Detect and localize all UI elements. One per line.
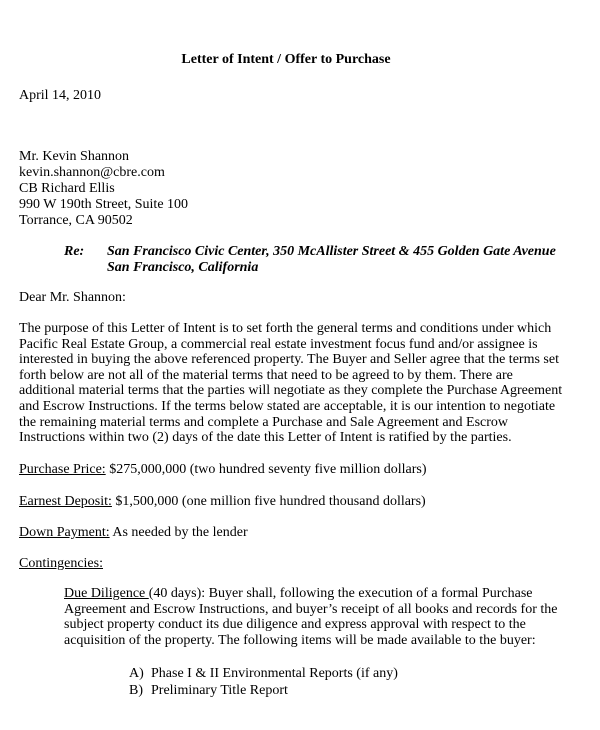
re-subject xyxy=(107,244,577,276)
recipient-street: 990 W 190th Street, Suite 100 xyxy=(19,197,189,212)
down-payment-term xyxy=(19,525,248,541)
intro-line: The purpose of this Letter of Intent is to set forth the general terms and conditions under which xyxy=(19,321,552,336)
intro-line: and Escrow Instructions. If the terms below stated are acceptable, it is our intention to negotiate xyxy=(19,398,556,414)
list-item xyxy=(129,683,288,698)
recipient-address-block xyxy=(19,149,188,229)
document-title: Letter of Intent / Offer to Purchase xyxy=(181,52,391,67)
due-diligence-line: Agreement and Escrow Instructions, and buyer’s receipt of all books and records for the xyxy=(64,601,558,617)
due-diligence-first-line xyxy=(64,586,564,602)
intro-line: interested in buying the above referenced property. The Buyer and Seller agree that the terms set xyxy=(19,352,559,368)
intro-line: Instructions within two (2) days of the date this Letter of Intent is ratified by the parties. xyxy=(19,430,512,446)
re-label: Re: xyxy=(64,244,85,259)
due-diligence-label: Due Diligence xyxy=(64,586,149,601)
letter-date: April 14, 2010 xyxy=(19,88,102,103)
earnest-deposit-value: $1,500,000 (one million five hundred thousand dollars) xyxy=(111,494,426,509)
re-line-2: San Francisco, California xyxy=(107,260,259,275)
down-payment-label: Down Payment: xyxy=(19,525,110,540)
recipient-name: Mr. Kevin Shannon xyxy=(19,149,130,164)
recipient-city: Torrance, CA 90502 xyxy=(19,213,133,228)
down-payment-value: As needed by the lender xyxy=(109,525,248,540)
list-item-text: Preliminary Title Report xyxy=(151,683,288,698)
intro-paragraph xyxy=(19,321,563,446)
intro-line: the remaining material terms and complete a Purchase and Sale Agreement and Escrow xyxy=(19,414,509,430)
due-diligence-line: subject property conduct its due diligence and express approval with respect to the xyxy=(64,617,526,633)
due-diligence-first-line-text: (40 days): Buyer shall, following the execution of a formal Purchase xyxy=(148,586,533,601)
intro-line: Pacific Real Estate Group, a commercial real estate investment focus fund and/or assignee is xyxy=(19,336,538,352)
recipient-email: kevin.shannon@cbre.com xyxy=(19,165,165,180)
due-diligence-paragraph xyxy=(64,586,564,648)
earnest-deposit-term xyxy=(19,494,426,510)
intro-line: additional material terms that the parties will negotiate as they complete the Purchase Agreement xyxy=(19,383,563,399)
purchase-price-label: Purchase Price: xyxy=(19,462,106,477)
due-diligence-line: acquisition of the property. The following items will be made available to the buyer: xyxy=(64,632,536,648)
re-line-1: San Francisco Civic Center, 350 McAllister Street & 455 Golden Gate Avenue xyxy=(107,244,556,259)
contingencies-heading xyxy=(19,556,103,572)
recipient-company: CB Richard Ellis xyxy=(19,181,115,196)
salutation: Dear Mr. Shannon: xyxy=(19,290,126,305)
purchase-price-term xyxy=(19,462,427,478)
list-item xyxy=(129,666,398,682)
list-item-text: Phase I & II Environmental Reports (if any) xyxy=(151,666,398,681)
list-item-marker: B) xyxy=(129,683,143,698)
earnest-deposit-label: Earnest Deposit: xyxy=(19,494,112,509)
list-item-marker: A) xyxy=(129,666,144,681)
contingencies-label: Contingencies: xyxy=(19,556,103,571)
intro-line: forth below are not all of the material terms that need to be agreed to by them. There are xyxy=(19,367,513,383)
purchase-price-value: $275,000,000 (two hundred seventy five million dollars) xyxy=(105,462,427,477)
